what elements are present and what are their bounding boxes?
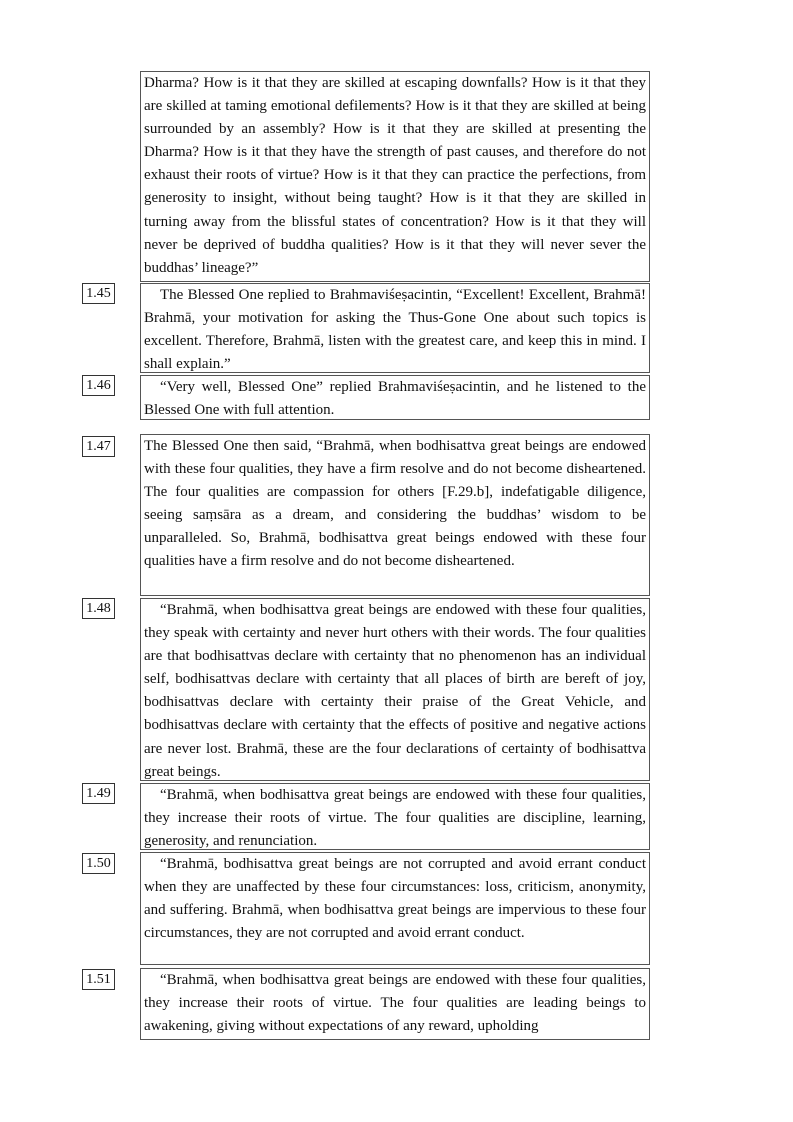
- paragraph-number: 1.45: [82, 283, 115, 304]
- paragraph-number: 1.49: [82, 783, 115, 804]
- block-1-50: [140, 852, 650, 965]
- paragraph-text: “Brahmā, when bodhisattva great beings are endowed with these four qualities, they increase their roots of virtue. The four qualities are discipline, learning, generosity, and renunciation.: [144, 787, 646, 850]
- paragraph-text: “Very well, Blessed One” replied Brahmaviśeṣacintin, and he listened to the Blessed One with full attention.: [144, 379, 646, 419]
- block-0: [140, 71, 650, 282]
- block-1-51: [140, 968, 650, 1040]
- paragraph-number: 1.46: [82, 375, 115, 396]
- paragraph-text: “Brahmā, bodhisattva great beings are not corrupted and avoid errant conduct when they are unaffected by these four circumstances: loss, criticism, anonymity, and suffering. Brahmā, when bodhisattva great beings are impervious to these four circumstances, they are not corrupted and avoid errant conduct.: [144, 856, 646, 942]
- paragraph-text: Dharma? How is it that they are skilled at escaping downfalls? How is it that they are skilled at taming emotional defilements? How is it that they are skilled at being surrounded by an assembly? How is it that they are skilled at presenting the Dharma? How is it that they have the strength of past causes, and therefore do not exhaust their roots of virtue? How is it that they can practice the perfections, from generosity to insight, without being taught? How is it that they are skilled in turning away from the blissful states of concentration? How is it that they will never be deprived of buddha qualities? How is it that they will never sever the buddhas’ lineage?”: [144, 75, 646, 276]
- paragraph-text: The Blessed One then said, “Brahmā, when bodhisattva great beings are endowed with these four qualities, they have a firm resolve and do not become disheartened. The four qualities are compassion for others [F.29.b], indefatigable diligence, seeing saṃsāra as a dream, and considering the buddhas’ wisdom to be unparalleled. So, Brahmā, bodhisattva great beings endowed with these four qualities have a firm resolve and do not become disheartened.: [144, 438, 646, 570]
- block-1-49: [140, 783, 650, 850]
- block-1-45: [140, 283, 650, 373]
- paragraph-number: 1.48: [82, 598, 115, 619]
- paragraph-text: “Brahmā, when bodhisattva great beings are endowed with these four qualities, they speak with certainty and never hurt others with their words. The four qualities are that bodhisattvas declare with certainty that no phenomenon has an individual self, bodhisattvas declare with certainty that all places of birth are bereft of joy, bodhisattvas declare with certainty their praise of the Great Vehicle, and bodhisattvas declare with certainty that the effects of positive and negative actions are never lost. Brahmā, these are the four declarations of certainty of bodhisattva great beings.: [144, 602, 646, 780]
- block-1-47: [140, 434, 650, 596]
- paragraph-text: “Brahmā, when bodhisattva great beings are endowed with these four qualities, they increase their roots of virtue. The four qualities are leading beings to awakening, giving without expectations of any reward, upholding: [144, 972, 646, 1035]
- paragraph-number: 1.51: [82, 969, 115, 990]
- paragraph-number: 1.50: [82, 853, 115, 874]
- paragraph-number: 1.47: [82, 436, 115, 457]
- paragraph-text: The Blessed One replied to Brahmaviśeṣacintin, “Excellent! Excellent, Brahmā! Brahmā, your motivation for asking the Thus-Gone One about such topics is excellent. Therefore, Brahmā, listen with the greatest care, and keep this in mind. I shall explain.”: [144, 287, 646, 373]
- block-1-46: [140, 375, 650, 420]
- block-1-48: [140, 598, 650, 781]
